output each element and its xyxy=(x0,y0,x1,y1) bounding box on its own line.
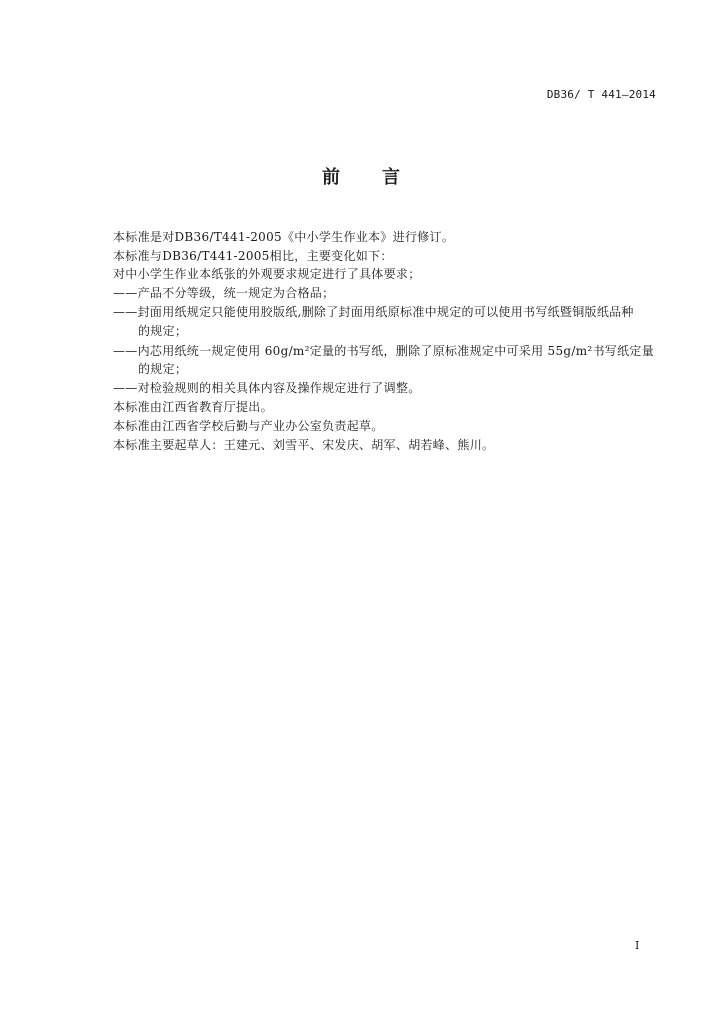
body-line: 本标准由江西省教育厅提出。 xyxy=(113,400,273,414)
body-line: ——封面用纸规定只能使用胶版纸,删除了封面用纸原标准中规定的可以使用书写纸暨铜版纸品种 xyxy=(113,305,634,319)
page-number: I xyxy=(635,939,640,952)
body-line: 本标准主要起草人：王建元、刘雪平、宋发庆、胡军、胡若峰、熊川。 xyxy=(113,438,495,452)
body-line: 本标准是对DB36/T441-2005《中小学生作业本》进行修订。 xyxy=(113,230,455,244)
body-line: ——对检验规则的相关具体内容及操作规定进行了调整。 xyxy=(113,381,421,395)
body-line: 本标准与DB36/T441-2005相比，主要变化如下： xyxy=(113,249,393,263)
document-code: DB36/ T 441—2014 xyxy=(546,88,656,101)
body-line: 本标准由江西省学校后勤与产业办公室负责起草。 xyxy=(113,419,384,433)
body-line-continuation: 的规定； xyxy=(138,324,188,338)
body-line: ——内芯用纸统一规定使用 60g/m²定量的书写纸，删除了原标准规定中可采用 55g/m²书写纸定量 xyxy=(113,344,654,358)
body-line: 对中小学生作业本纸张的外观要求规定进行了具体要求； xyxy=(113,267,421,281)
body-line-continuation: 的规定； xyxy=(138,362,188,376)
body-line: ——产品不分等级，统一规定为合格品； xyxy=(113,286,335,300)
section-title: 前 言 xyxy=(322,167,402,188)
